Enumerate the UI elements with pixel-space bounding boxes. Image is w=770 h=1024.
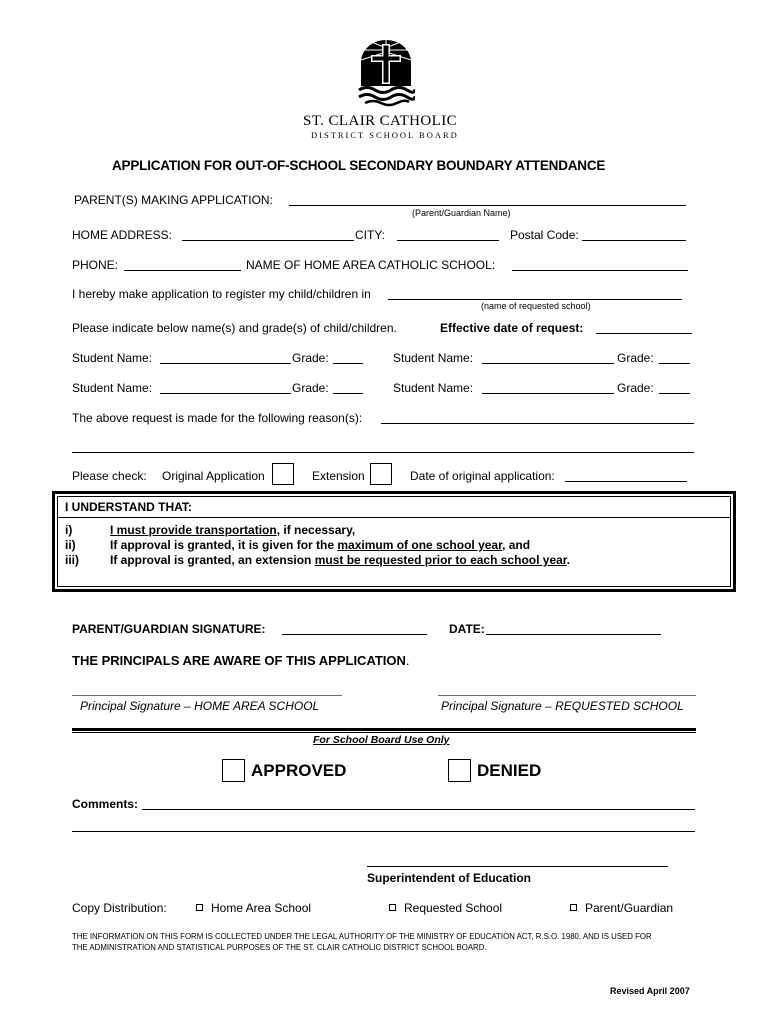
denied-label: DENIED <box>477 761 542 780</box>
student-name-label: Student Name: <box>393 351 474 365</box>
register-caption: (name of requested school) <box>481 301 591 311</box>
date-original-field[interactable] <box>565 481 687 482</box>
org-name: ST. CLAIR CATHOLIC <box>303 113 458 129</box>
copy-requested-school[interactable]: Requested School <box>389 901 502 915</box>
org-subname: DISTRICT SCHOOL BOARD <box>311 130 459 140</box>
parents-label: PARENT(S) MAKING APPLICATION: <box>74 193 273 207</box>
approved-label: APPROVED <box>251 761 347 780</box>
understand-num: i) <box>65 523 73 537</box>
postal-field[interactable] <box>582 240 686 241</box>
principal-req-label: Principal Signature – REQUESTED SCHOOL <box>441 699 684 713</box>
legal-notice-line-2: THE ADMINISTRATION AND STATISTICAL PURPOSES OF THE ST. CLAIR CATHOLIC DISTRICT SCHOOL BOARD. <box>72 943 487 952</box>
parent-signature-label: PARENT/GUARDIAN SIGNATURE: <box>72 622 266 636</box>
reason-label: The above request is made for the following reason(s): <box>72 411 363 425</box>
grade-field[interactable] <box>333 393 363 394</box>
superintendent-label: Superintendent of Education <box>367 871 531 885</box>
reason-field[interactable] <box>381 423 694 424</box>
comments-field-line-2[interactable] <box>72 831 695 832</box>
effective-date-label: Effective date of request: <box>440 321 584 335</box>
cross-emblem-icon <box>357 38 415 108</box>
denied-checkbox[interactable] <box>448 759 471 782</box>
understand-item: If approval is granted, it is given for the maximum of one school year, and <box>110 538 531 552</box>
student-name-label: Student Name: <box>393 381 474 395</box>
comments-field[interactable] <box>142 809 695 810</box>
phone-label: PHONE: <box>72 258 119 272</box>
home-address-field[interactable] <box>182 240 354 241</box>
checkbox-icon[interactable] <box>196 904 203 911</box>
principal-home-signature-field[interactable] <box>72 695 342 696</box>
parent-signature-field[interactable] <box>282 634 427 635</box>
postal-label: Postal Code: <box>510 228 579 242</box>
student-name-field[interactable] <box>482 363 614 364</box>
reason-field-line-2[interactable] <box>72 452 694 453</box>
city-label: CITY: <box>355 228 386 242</box>
form-title: APPLICATION FOR OUT-OF-SCHOOL SECONDARY BOUNDARY ATTENDANCE <box>112 158 606 173</box>
home-address-label: HOME ADDRESS: <box>72 228 173 242</box>
grade-field[interactable] <box>659 393 690 394</box>
date-field[interactable] <box>486 634 661 635</box>
indicate-label: Please indicate below name(s) and grade(s) of child/children. <box>72 321 397 335</box>
copy-home-area-school[interactable]: Home Area School <box>196 901 311 915</box>
student-name-field[interactable] <box>160 363 291 364</box>
date-original-label: Date of original application: <box>410 469 555 483</box>
grade-label: Grade: <box>292 381 329 395</box>
principal-req-signature-field[interactable] <box>438 695 696 696</box>
phone-field[interactable] <box>124 270 241 271</box>
board-logo <box>357 38 415 108</box>
understand-item: I must provide transportation, if necessary, <box>110 523 356 537</box>
register-label: I hereby make application to register my child/children in <box>72 287 371 301</box>
understand-heading: I UNDERSTAND THAT: <box>65 500 192 514</box>
parents-caption: (Parent/Guardian Name) <box>412 208 511 218</box>
board-use-only: For School Board Use Only <box>313 734 450 746</box>
principal-home-label: Principal Signature – HOME AREA SCHOOL <box>80 699 320 713</box>
understand-item: If approval is granted, an extension must be requested prior to each school year. <box>110 553 571 567</box>
understand-num: ii) <box>65 538 76 552</box>
board-use-divider <box>72 728 696 733</box>
requested-school-field[interactable] <box>388 299 682 300</box>
principals-aware: THE PRINCIPALS ARE AWARE OF THIS APPLICATION. <box>72 653 410 668</box>
grade-field[interactable] <box>333 363 363 364</box>
grade-label: Grade: <box>617 381 654 395</box>
understand-divider <box>58 517 730 518</box>
original-application-checkbox[interactable] <box>272 463 294 485</box>
student-name-label: Student Name: <box>72 351 153 365</box>
home-school-field[interactable] <box>512 270 688 271</box>
revised-date: Revised April 2007 <box>610 986 690 996</box>
original-application-label: Original Application <box>162 469 265 483</box>
student-name-field[interactable] <box>160 393 291 394</box>
grade-label: Grade: <box>292 351 329 365</box>
effective-date-field[interactable] <box>596 333 692 334</box>
legal-notice-line-1: THE INFORMATION ON THIS FORM IS COLLECTED UNDER THE LEGAL AUTHORITY OF THE MINISTRY OF EDUCATION ACT, R.S.O. 1980, AND IS USED FOR <box>72 932 652 941</box>
extension-label: Extension <box>312 469 365 483</box>
student-name-field[interactable] <box>482 393 614 394</box>
parents-field[interactable] <box>289 205 686 206</box>
understand-num: iii) <box>65 553 79 567</box>
comments-label: Comments: <box>72 797 139 811</box>
home-school-label: NAME OF HOME AREA CATHOLIC SCHOOL: <box>246 258 496 272</box>
copy-distribution-label: Copy Distribution: <box>72 901 167 915</box>
grade-field[interactable] <box>659 363 690 364</box>
checkbox-icon[interactable] <box>389 904 396 911</box>
student-name-label: Student Name: <box>72 381 153 395</box>
extension-checkbox[interactable] <box>370 463 392 485</box>
date-label: DATE: <box>449 622 485 636</box>
copy-parent-guardian[interactable]: Parent/Guardian <box>570 901 673 915</box>
approved-checkbox[interactable] <box>222 759 245 782</box>
checkbox-icon[interactable] <box>570 904 577 911</box>
please-check-label: Please check: <box>72 469 147 483</box>
grade-label: Grade: <box>617 351 654 365</box>
city-field[interactable] <box>397 240 499 241</box>
superintendent-signature-field[interactable] <box>367 866 668 867</box>
